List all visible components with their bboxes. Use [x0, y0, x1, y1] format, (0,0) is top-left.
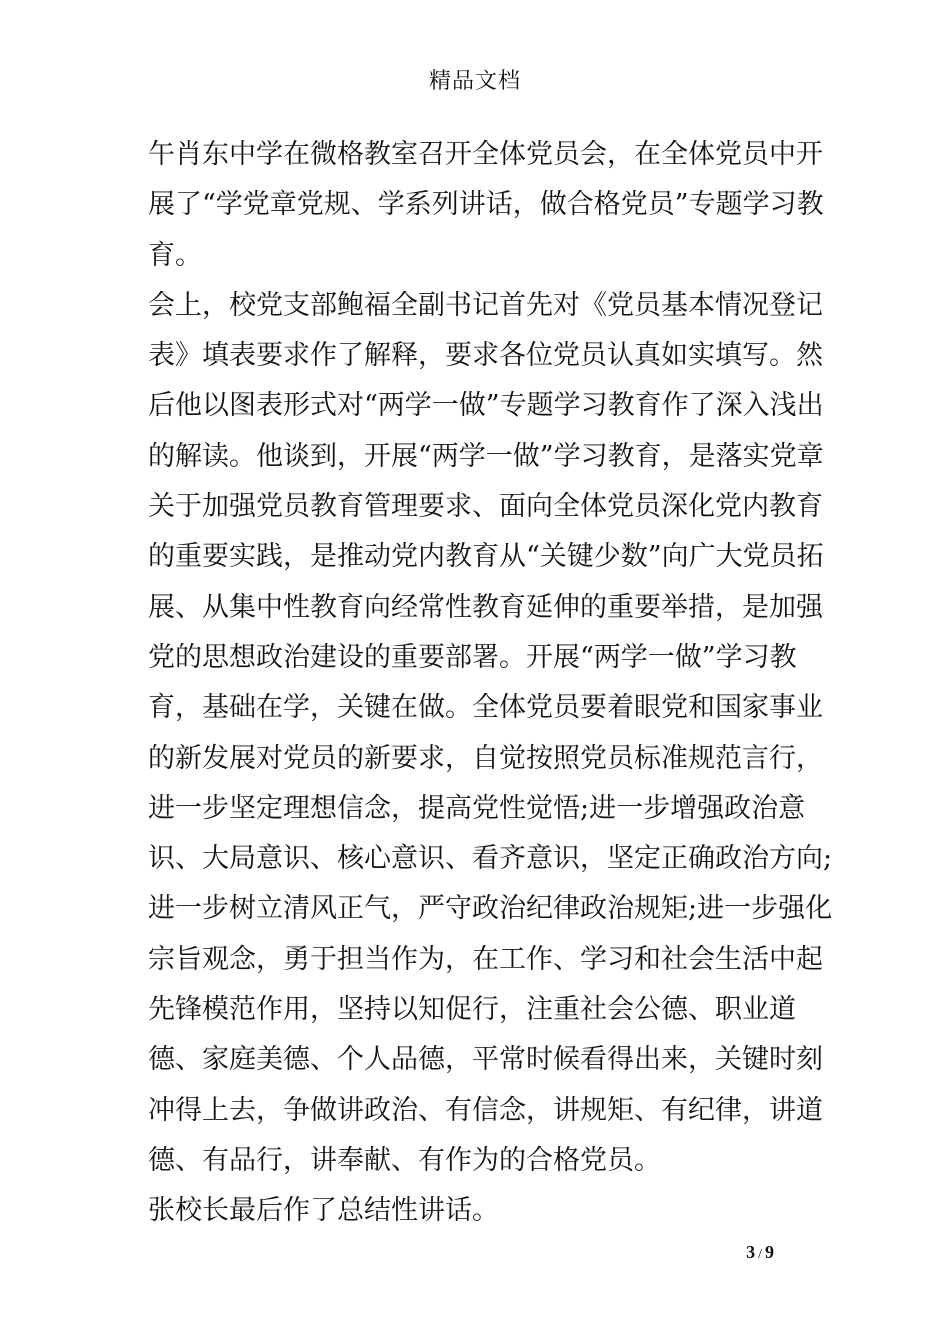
text-line: 进一步坚定理想信念，提高党性觉悟;进一步增强政治意 [148, 792, 806, 824]
text-line: 先锋模范作用，坚持以知促行，注重社会公德、职业道 [148, 994, 796, 1026]
text-line: 展了“学党章党规、学系列讲话，做合格党员”专题学习教 [148, 189, 824, 221]
text-line: 的重要实践，是推动党内教育从“关键少数”向广大党员拓 [148, 541, 824, 573]
body-text [148, 130, 833, 1237]
text-line: 关于加强党员教育管理要求、面向全体党员深化党内教育 [148, 491, 823, 523]
text-line: 德、有品行，讲奉献、有作为的合格党员。 [148, 1144, 661, 1176]
text-line: 识、大局意识、核心意识、看齐意识，坚定正确政治方向; [148, 843, 833, 875]
text-line: 进一步树立清风正气，严守政治纪律政治规矩;进一步强化 [148, 893, 833, 925]
page-header-title: 精品文档 [428, 69, 521, 94]
text-line: 后他以图表形式对“两学一做”专题学习教育作了深入浅出 [148, 390, 824, 422]
text-line: 冲得上去，争做讲政治、有信念，讲规矩、有纪律，讲道 [148, 1094, 823, 1126]
text-line: 党的思想政治建设的重要部署。开展“两学一做”学习教 [148, 641, 797, 673]
page-total: 9 [765, 1242, 774, 1262]
page-separator: / [758, 1247, 762, 1262]
text-line: 午肖东中学在微格教室召开全体党员会，在全体党员中开 [148, 139, 823, 170]
text-line: 德、家庭美德、个人品德，平常时候看得出来，关键时刻 [148, 1044, 823, 1076]
text-line: 表》填表要求作了解释，要求各位党员认真如实填写。然 [148, 340, 823, 372]
text-line: 的解读。他谈到，开展“两学一做”学习教育，是落实党章 [148, 440, 824, 472]
text-line: 的新发展对党员的新要求，自觉按照党员标准规范言行， [148, 742, 823, 774]
text-line: 会上，校党支部鲍福全副书记首先对《党员基本情况登记 [148, 289, 823, 321]
page-number [746, 1242, 774, 1263]
page-current: 3 [746, 1242, 756, 1262]
text-line: 育。 [148, 239, 202, 271]
text-line: 宗旨观念，勇于担当作为，在工作、学习和社会生活中起 [148, 943, 823, 975]
text-line: 育，基础在学，关键在做。全体党员要着眼党和国家事业 [148, 692, 823, 724]
text-line: 展、从集中性教育向经常性教育延伸的重要举措，是加强 [148, 591, 823, 623]
text-line: 张校长最后作了总结性讲话。 [148, 1195, 499, 1227]
